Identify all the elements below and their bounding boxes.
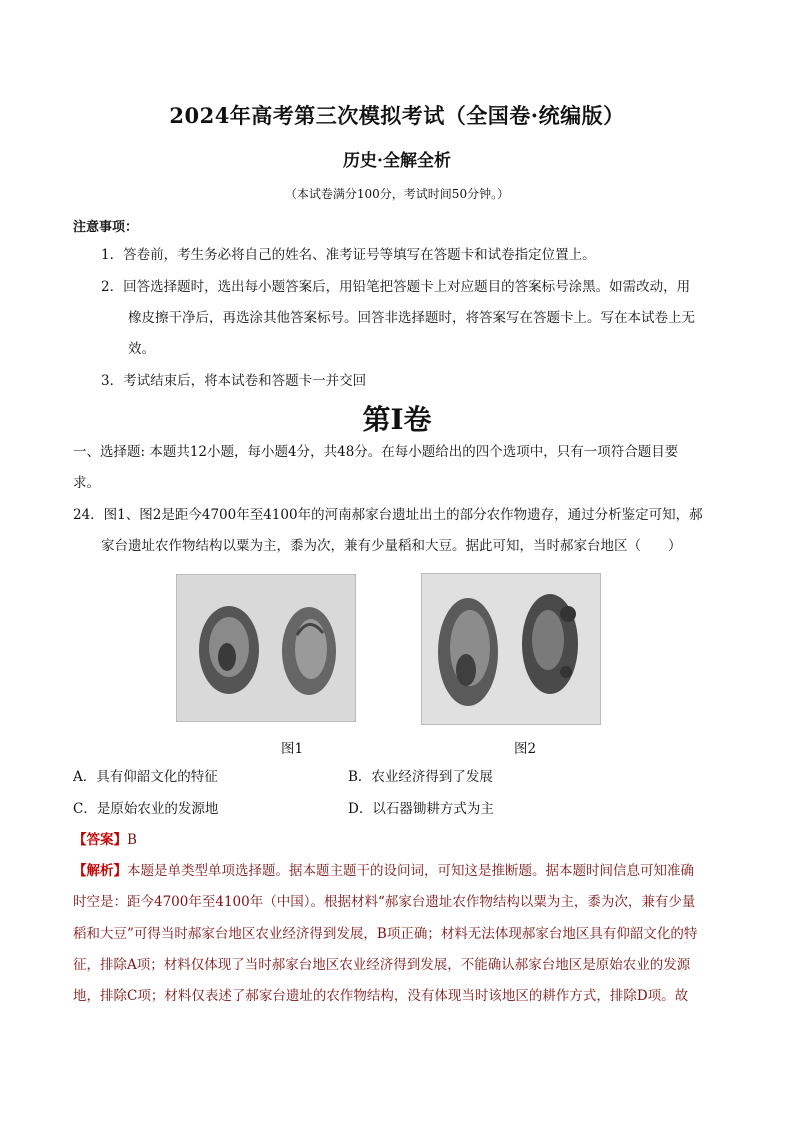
answer-tag: 【答案】 [73, 832, 127, 848]
option-c: C．是原始农业的发源地 [73, 801, 219, 817]
section-title: 第Ⅰ卷 [362, 403, 432, 436]
notice-item-2-line-1: 2．回答选择题时，选出每小题答案后，用铅笔把答题卡上对应题目的答案标号涂黑。如需改动，用 [101, 279, 691, 295]
exam-title: 2024年高考第三次模拟考试（全国卷·统编版） [169, 103, 625, 128]
grain-remains-photo-2 [422, 574, 600, 724]
answer-value: B [127, 832, 137, 848]
option-b: B．农业经济得到了发展 [348, 769, 493, 785]
question-stem-line-2: 家台遗址农作物结构以粟为主，黍为次，兼有少量稻和大豆。据此可知，当时郝家台地区（ ） [101, 538, 682, 554]
figure-2-image [421, 573, 601, 725]
explanation-line-3: 稻和大豆”可得当时郝家台地区农业经济得到发展，B项正确；材料无法体现郝家台地区具有仰韶文化的特 [73, 926, 698, 942]
explanation-line-1 [73, 861, 694, 881]
notice-item-2-line-2: 橡皮擦干净后，再选涂其他答案标号。回答非选择题时，将答案写在答题卡上。写在本试卷上无 [128, 310, 695, 326]
answer-line [73, 830, 137, 850]
option-a: A．具有仰韶文化的特征 [73, 769, 218, 785]
grain-remains-photo-1 [177, 575, 355, 721]
explanation-line-5: 地，排除C项；材料仅表述了郝家台遗址的农作物结构，没有体现当时该地区的耕作方式，排除D项。故 [73, 988, 689, 1004]
figure-2-caption: 图2 [514, 741, 537, 757]
notice-item-3: 3．考试结束后，将本试卷和答题卡一并交回 [101, 373, 367, 389]
figure-1-caption: 图1 [281, 741, 304, 757]
exam-subtitle: 历史·全解全析 [343, 151, 451, 171]
notice-item-2-line-3: 效。 [128, 341, 155, 357]
explanation-tag: 【解析】 [73, 863, 127, 879]
exam-note: （本试卷满分100分，考试时间50分钟。） [284, 187, 510, 201]
option-d: D．以石器锄耕方式为主 [348, 801, 494, 817]
section-instructions-line-2: 求。 [73, 475, 100, 491]
question-stem-line-1: 24．图1、图2是距今4700年至4100年的河南郝家台遗址出土的部分农作物遗存，通过分析鉴定可知，郝 [73, 507, 703, 523]
section-instructions-line-1: 一、选择题: 本题共12小题，每小题4分，共48分。在每小题给出的四个选项中，只有一项符合题目要 [73, 444, 679, 460]
explanation-text-1: 本题是单类型单项选择题。据本题主题干的设问词，可知这是推断题。据本题时间信息可知准确 [127, 863, 694, 879]
notice-item-1: 1．答卷前，考生务必将自己的姓名、准考证号等填写在答题卡和试卷指定位置上。 [101, 247, 596, 263]
explanation-line-2: 时空是：距今4700年至4100年（中国）。根据材料“郝家台遗址农作物结构以粟为主，黍为次，兼有少量 [73, 894, 696, 910]
explanation-line-4: 征，排除A项；材料仅体现了当时郝家台地区农业经济得到发展，不能确认郝家台地区是原始农业的发源 [73, 957, 691, 973]
figure-1-image [176, 574, 356, 722]
notices-heading: 注意事项： [73, 220, 139, 235]
